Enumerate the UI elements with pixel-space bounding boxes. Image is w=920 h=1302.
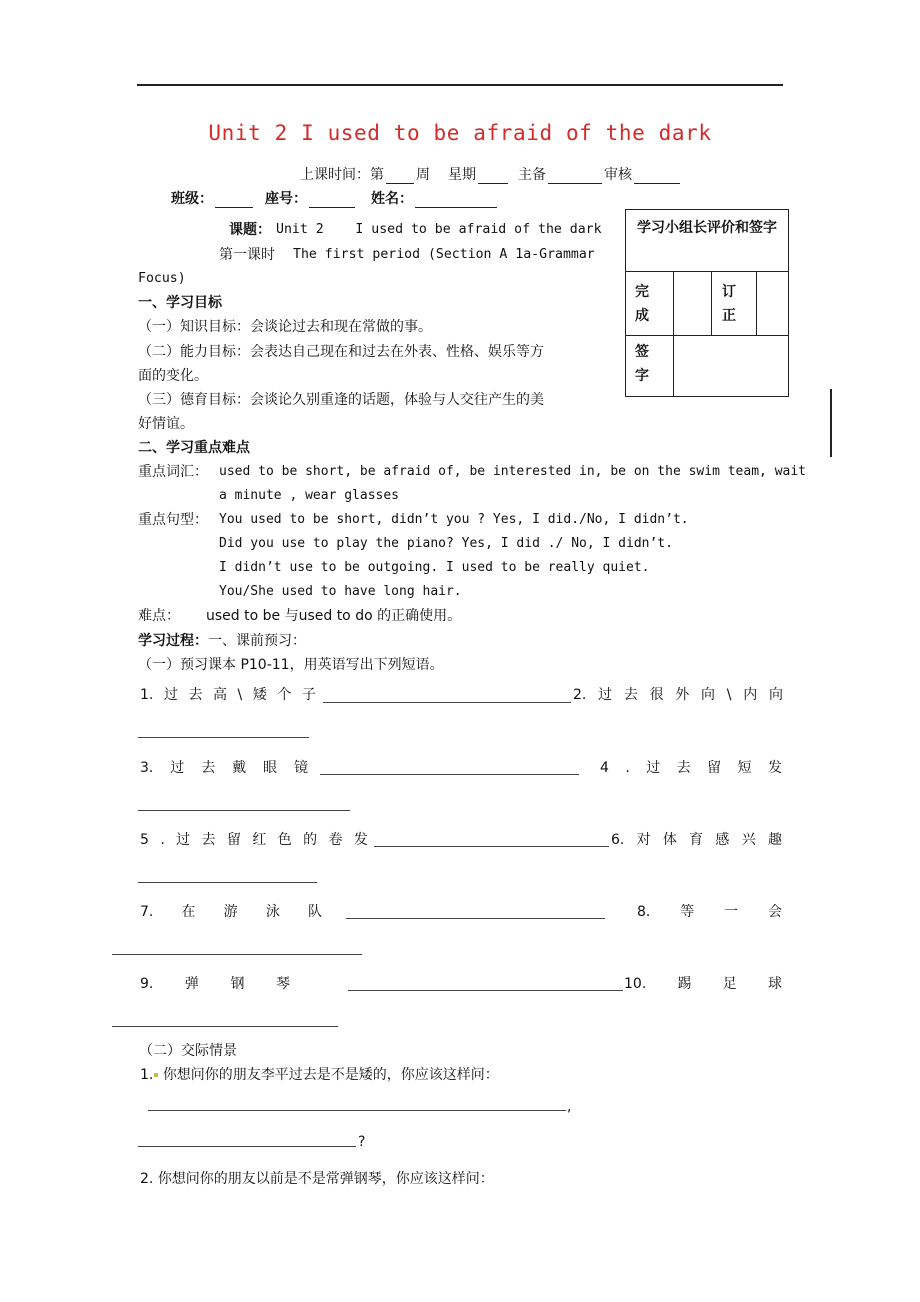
- vocab-line-2: a minute , wear glasses: [219, 488, 400, 503]
- phrase-5-number: 5: [140, 832, 149, 848]
- phrase-6-char: 兴: [741, 832, 756, 848]
- phrase-5-char: 留: [226, 832, 241, 848]
- phrase-8-answer-line[interactable]: [112, 954, 362, 955]
- scenario-2-line: [140, 1170, 494, 1188]
- phrase-1-char: 子: [301, 687, 316, 703]
- class-label: 班级：: [171, 191, 213, 207]
- sign-value-cell[interactable]: [674, 335, 788, 396]
- preview-instruction: （一）预习课本 P10-11，用英语写出下列短语。: [138, 657, 444, 673]
- process-line: [138, 632, 306, 650]
- phrase-7-prompt: [140, 903, 322, 921]
- phrase-2-prompt: [573, 686, 783, 704]
- phrase-3-number: 3.: [140, 760, 154, 776]
- sentence-2: Did you use to play the piano? Yes, I did ./ No, I didn’t.: [219, 536, 673, 551]
- phrase-2-char: 内: [743, 687, 758, 703]
- phrase-6-answer-line[interactable]: [138, 882, 317, 883]
- phrase-3-answer-line[interactable]: [320, 774, 579, 775]
- phrase-2-char: \: [726, 687, 732, 703]
- sign-label-cell: [626, 335, 674, 396]
- class-blank[interactable]: [215, 192, 253, 208]
- difficulty-line: [138, 607, 461, 625]
- phrase-5-char: 色: [277, 832, 292, 848]
- phrase-5-char: 发: [353, 832, 368, 848]
- phrase-4-number: 4: [600, 760, 609, 776]
- phrase-3-char: 戴: [232, 760, 247, 776]
- period-line-2: Focus): [138, 271, 186, 286]
- reviewer-label: 审核: [604, 167, 632, 183]
- phrase-1-char: 矮: [252, 687, 267, 703]
- sentence-label: 重点句型：: [138, 512, 208, 528]
- name-blank[interactable]: [415, 192, 497, 208]
- complete-label-cell: [626, 272, 674, 335]
- margin-bar: [830, 389, 832, 457]
- phrase-2-char: 向: [701, 687, 716, 703]
- topic-label: 课题：: [229, 222, 271, 238]
- phrase-9-answer-line[interactable]: [348, 990, 623, 991]
- difficulty-used-to-be: used to be: [206, 608, 281, 624]
- phrase-10-char: 球: [767, 976, 782, 992]
- phrase-10-number: 10.: [624, 976, 647, 992]
- phrase-1-char: 高: [213, 687, 227, 703]
- phrase-2-char: 去: [623, 687, 638, 703]
- topic-value: Unit 2 I used to be afraid of the dark: [276, 222, 602, 237]
- phrase-8-char: 会: [767, 904, 782, 920]
- phrase-2-answer-line[interactable]: [138, 737, 309, 738]
- phrase-6-char: 对: [636, 832, 651, 848]
- objective-knowledge: （一）知识目标：会谈论过去和现在常做的事。: [138, 319, 432, 335]
- phrase-7-char: 游: [223, 904, 238, 920]
- preparer-blank[interactable]: [548, 168, 602, 184]
- phrase-10-prompt: [624, 975, 782, 993]
- correct-label: 订正: [722, 284, 736, 324]
- complete-value-cell[interactable]: [674, 272, 712, 335]
- difficulty-correct-use: 的正确使用。: [377, 608, 462, 624]
- phrase-1-char: 去: [188, 687, 203, 703]
- process-step: 一、课前预习：: [208, 633, 306, 649]
- evaluation-row-sign: [626, 335, 788, 396]
- scenario-1-answer-line-1[interactable]: [148, 1110, 566, 1111]
- phrase-8-char: 一: [724, 904, 739, 920]
- correct-value-cell[interactable]: [757, 272, 788, 335]
- phrase-1-answer-line[interactable]: [323, 702, 571, 703]
- phrase-10-char: 踢: [677, 976, 692, 992]
- phrase-10-char: 足: [722, 976, 737, 992]
- phrase-4-char: 短: [737, 760, 752, 776]
- period-cn: 第一课时: [219, 247, 275, 263]
- phrase-6-number: 6.: [611, 832, 625, 848]
- phrase-3-prompt: [140, 759, 308, 777]
- scenario-1-answer-line-2[interactable]: [138, 1146, 356, 1147]
- phrase-9-char: 钢: [230, 976, 245, 992]
- difficulty-label: 难点：: [138, 608, 180, 624]
- phrase-10-answer-line[interactable]: [112, 1026, 338, 1027]
- class-meta-line: [300, 164, 682, 184]
- phrase-1-prompt: [140, 686, 316, 704]
- phrase-1-char: \: [237, 687, 243, 703]
- phrase-9-char: 弹: [184, 976, 199, 992]
- phrase-7-char: 泳: [265, 904, 280, 920]
- sign-label: 签字: [635, 344, 649, 384]
- student-info-line: [171, 188, 499, 208]
- scenario-1-number: 1.: [140, 1067, 154, 1083]
- phrase-7-char: 在: [181, 904, 196, 920]
- phrase-1-char: 个: [277, 687, 292, 703]
- phrase-4-char: .: [625, 760, 630, 776]
- phrase-2-char: 过: [598, 687, 613, 703]
- vocab-line-1: used to be short, be afraid of, be interested in, be on the swim team, wait: [219, 464, 806, 479]
- time-label: 上课时间：第: [300, 167, 384, 183]
- scenario-heading: （二）交际情景: [139, 1043, 237, 1059]
- scenario-1-line: [140, 1066, 499, 1084]
- weekday-label: 星期: [448, 167, 476, 183]
- objective-ability-2: 面的变化。: [138, 368, 208, 384]
- period-line-1: The first period (Section A 1a-Grammar: [293, 247, 595, 262]
- scenario-1-question-mark: ?: [358, 1134, 366, 1150]
- phrase-4-char: 留: [707, 760, 722, 776]
- seat-label: 座号：: [265, 191, 307, 207]
- phrase-5-char: 过: [176, 832, 191, 848]
- name-label: 姓名：: [371, 191, 413, 207]
- process-label: 学习过程：: [138, 633, 208, 649]
- page-title: Unit 2 I used to be afraid of the dark: [208, 121, 712, 145]
- difficulty-used-to-do: used to do: [298, 608, 373, 624]
- objective-ability-1: （二）能力目标：会表达自己现在和过去在外表、性格、娱乐等方: [138, 344, 544, 360]
- phrase-3-char: 镜: [293, 760, 308, 776]
- phrase-7-answer-line[interactable]: [346, 918, 605, 919]
- phrase-6-char: 趣: [767, 832, 782, 848]
- phrase-9-number: 9.: [140, 976, 154, 992]
- marker-dot: [154, 1073, 158, 1077]
- scenario-2-number: 2.: [140, 1171, 154, 1187]
- phrase-7-char: 队: [307, 904, 322, 920]
- group-leader-evaluation-table: [625, 209, 789, 397]
- phrase-8-char: 等: [680, 904, 695, 920]
- phrase-1-number: 1.: [140, 687, 154, 703]
- phrase-6-char: 体: [662, 832, 677, 848]
- evaluation-row-complete: [626, 272, 788, 336]
- objectives-heading: 一、学习目标: [138, 295, 222, 311]
- phrase-4-char: 去: [676, 760, 691, 776]
- evaluation-header: 学习小组长评价和签字: [626, 210, 788, 272]
- scenario-2-prompt: 你想问你的朋友以前是不是常弹钢琴，你应该这样问：: [157, 1171, 494, 1187]
- scenario-1-comma: ,: [567, 1099, 572, 1115]
- phrase-2-char: 向: [768, 687, 783, 703]
- phrase-9-prompt: [140, 975, 290, 993]
- vocab-label: 重点词汇：: [138, 464, 208, 480]
- phrase-1-char: 过: [163, 687, 178, 703]
- reviewer-blank[interactable]: [634, 168, 680, 184]
- phrase-3-char: 过: [170, 760, 185, 776]
- phrase-4-answer-line[interactable]: [138, 810, 350, 811]
- phrase-5-char: .: [160, 832, 165, 848]
- sentence-3: I didn’t use to be outgoing. I used to be really quiet.: [219, 560, 650, 575]
- complete-label: 完成: [635, 284, 649, 324]
- week-label: 周: [416, 167, 430, 183]
- phrase-4-prompt: [600, 759, 782, 777]
- weekday-blank[interactable]: [478, 168, 508, 184]
- scenario-1-prompt: 你想问你的朋友李平过去是不是矮的，你应该这样问：: [162, 1067, 499, 1083]
- phrase-4-char: 发: [768, 760, 782, 776]
- key-points-heading: 二、学习重点难点: [138, 440, 250, 456]
- phrase-2-char: 很: [649, 687, 664, 703]
- phrase-5-answer-line[interactable]: [374, 846, 609, 847]
- phrase-6-prompt: [611, 831, 782, 849]
- phrase-2-char: 外: [675, 687, 690, 703]
- phrase-5-char: 红: [252, 832, 267, 848]
- phrase-5-char: 去: [201, 832, 216, 848]
- phrase-3-char: 去: [201, 760, 216, 776]
- phrase-4-char: 过: [646, 760, 661, 776]
- phrase-5-prompt: [140, 831, 368, 849]
- seat-blank[interactable]: [309, 192, 355, 208]
- phrase-6-char: 感: [715, 832, 730, 848]
- phrase-7-number: 7.: [140, 904, 154, 920]
- phrase-8-number: 8.: [637, 904, 651, 920]
- sentence-1: You used to be short, didn’t you ? Yes, I did./No, I didn’t.: [219, 512, 689, 527]
- phrase-9-char: 琴: [276, 976, 290, 992]
- phrase-5-char: 的: [303, 832, 318, 848]
- objective-moral-2: 好情谊。: [138, 416, 194, 432]
- correct-label-cell: [712, 272, 757, 335]
- phrase-8-prompt: [637, 903, 782, 921]
- phrase-2-number: 2.: [573, 687, 587, 703]
- difficulty-and: 与: [284, 608, 299, 624]
- header-rule: [137, 84, 783, 86]
- week-number-blank[interactable]: [386, 168, 414, 184]
- phrase-3-char: 眼: [263, 760, 278, 776]
- objective-moral-1: （三）德育目标：会谈论久别重逢的话题，体验与人交往产生的美: [138, 392, 544, 408]
- sentence-4: You/She used to have long hair.: [219, 584, 462, 599]
- preparer-label: 主备: [518, 167, 546, 183]
- phrase-6-char: 育: [689, 832, 704, 848]
- phrase-5-char: 卷: [328, 832, 343, 848]
